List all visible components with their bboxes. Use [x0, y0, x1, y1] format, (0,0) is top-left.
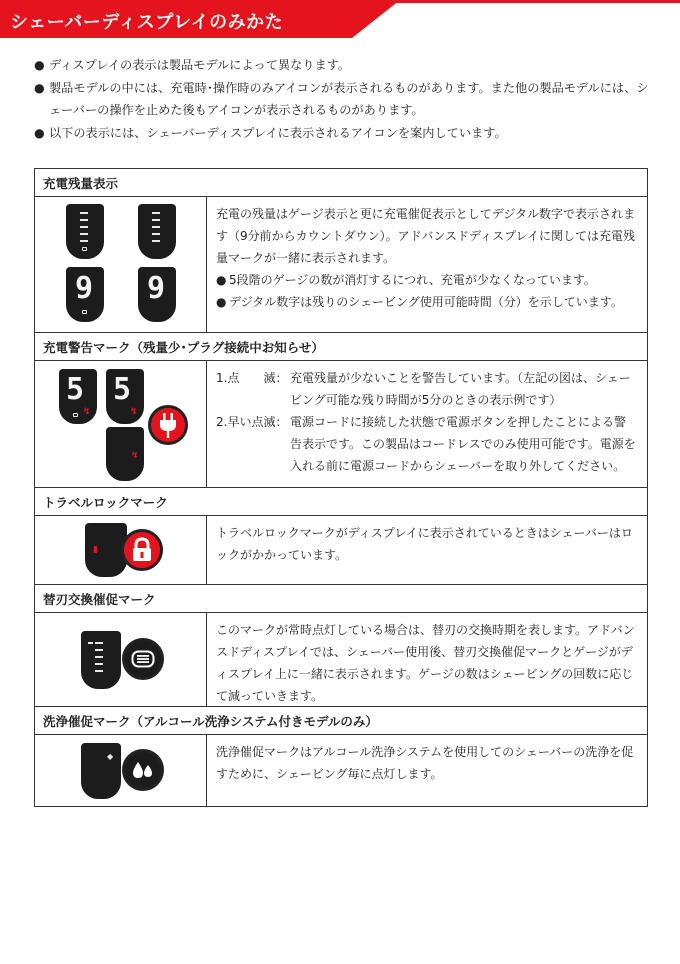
bullet-item: ● 5段階のゲージの数が消灯するにつれ、充電が少なくなっています。: [216, 273, 596, 287]
section-description: このマークが常時点灯している場合は、替刃の交換時期を表します。アドバンスドディスプレイでは、シェーバー使用後、替刃交換催促マークとゲージがディスプレイ上に一緒に表示されます。ゲージの数はシェービングの回数に応じて減っていきます。: [216, 623, 635, 703]
shaving-head-icon: [122, 638, 164, 680]
section-title-battery-level: 充電残量表示: [35, 169, 647, 197]
power-plug-icon: [148, 405, 188, 445]
display-low-battery-blink: [106, 369, 144, 424]
warning-mark: ↯: [131, 451, 139, 461]
section-charge-warning: [35, 361, 647, 488]
countdown-digit: 5: [66, 372, 85, 407]
section-title-cleaning-reminder: 洗浄催促マーク（アルコール洗浄システム付きモデルのみ）: [35, 707, 647, 735]
display-icon-table: [34, 168, 648, 807]
small-drop-mark: ◆: [107, 752, 114, 761]
section-description: トラベルロックマークがディスプレイに表示されているときはシェーバーはロックがかかっています。: [216, 526, 633, 562]
intro-notes: [34, 54, 654, 144]
display-plug-warning: [106, 427, 144, 481]
countdown-digit: 9: [147, 271, 166, 306]
section-title-blade-replacement: 替刃交換催促マーク: [35, 585, 647, 613]
section-title-charge-warning: 充電警告マーク（残量少･プラグ接続中お知らせ）: [35, 333, 647, 361]
note-item: ● 製品モデルの中には、充電時･操作時のみアイコンが表示されるものがあります。また他の製品モデルには、シェーバーの操作を止めた後もアイコンが表示されるものがあります。: [34, 80, 649, 117]
travel-lock-illustration: [35, 516, 207, 584]
padlock-icon: [121, 529, 163, 571]
countdown-digit: 5: [113, 372, 132, 407]
display-digit: [138, 267, 176, 322]
section-battery-level: [35, 197, 647, 333]
warning-mark: ↯: [130, 407, 138, 417]
section-travel-lock: [35, 516, 647, 585]
page-title: シェーバーディスプレイのみかた: [10, 12, 284, 33]
header-rule: [350, 0, 680, 3]
section-description: [207, 361, 647, 487]
note-item: ● ディスプレイの表示は製品モデルによって異なります。: [34, 58, 351, 72]
display-low-battery: [59, 369, 97, 424]
bullet-item: ● デジタル数字は残りのシェービング使用可能時間（分）を示しています。: [216, 295, 623, 309]
display-blade-gauge: [81, 631, 121, 689]
countdown-digit: 9: [75, 271, 94, 306]
display-gauge-partial: [138, 204, 176, 259]
blade-replacement-illustration: [35, 613, 207, 706]
section-description: 充電の残量はゲージ表示と更に充電催促表示としてデジタル数字で表示されます（9分前からカウントダウン）。アドバンスドディスプレイに関しては充電残量マークが一緒に表示されます。 ● 5段階のゲージの数が消灯するにつれ、充電が少なくなっています。 ● デジタル数字は残りのシェービング使用可能時間（分）を示しています。: [207, 197, 647, 332]
cleaning-reminder-illustration: [35, 735, 207, 806]
water-drops-icon: [122, 749, 164, 791]
lock-mark: ▮: [93, 545, 98, 555]
section-blade-replacement: [35, 613, 647, 707]
note-item: ● 以下の表示には、シェーバーディスプレイに表示されるアイコンを案内しています。: [34, 125, 507, 140]
display-digit-with-battery: [66, 267, 104, 322]
warning-mark: ↯: [83, 407, 91, 417]
warning-item: 1.点 滅： 充電残量が少ないことを警告しています。（左記の図は、シェービング可能な残り時間が5分のときの表示例です）: [216, 371, 631, 407]
battery-icon: [73, 413, 78, 417]
display-gauge-full: [66, 204, 104, 259]
display-cleaning: [81, 743, 121, 799]
battery-gauge-illustration: [35, 197, 207, 332]
warning-item: 2.早い点滅： 電源コードに接続した状態で電源ボタンを押したことによる警告表示です。この製品はコードレスでのみ使用可能です。電源を入れる前に電源コードからシェーバーを取り外してください。: [216, 415, 636, 473]
section-cleaning-reminder: [35, 735, 647, 806]
section-title-travel-lock: トラベルロックマーク: [35, 488, 647, 516]
charge-warning-illustration: [35, 361, 207, 487]
section-description: 洗浄催促マークはアルコール洗浄システムを使用してのシェーバーの洗浄を促すために、シェービング毎に点灯します。: [216, 745, 634, 781]
battery-icon: [82, 310, 87, 314]
battery-icon: [82, 247, 87, 251]
